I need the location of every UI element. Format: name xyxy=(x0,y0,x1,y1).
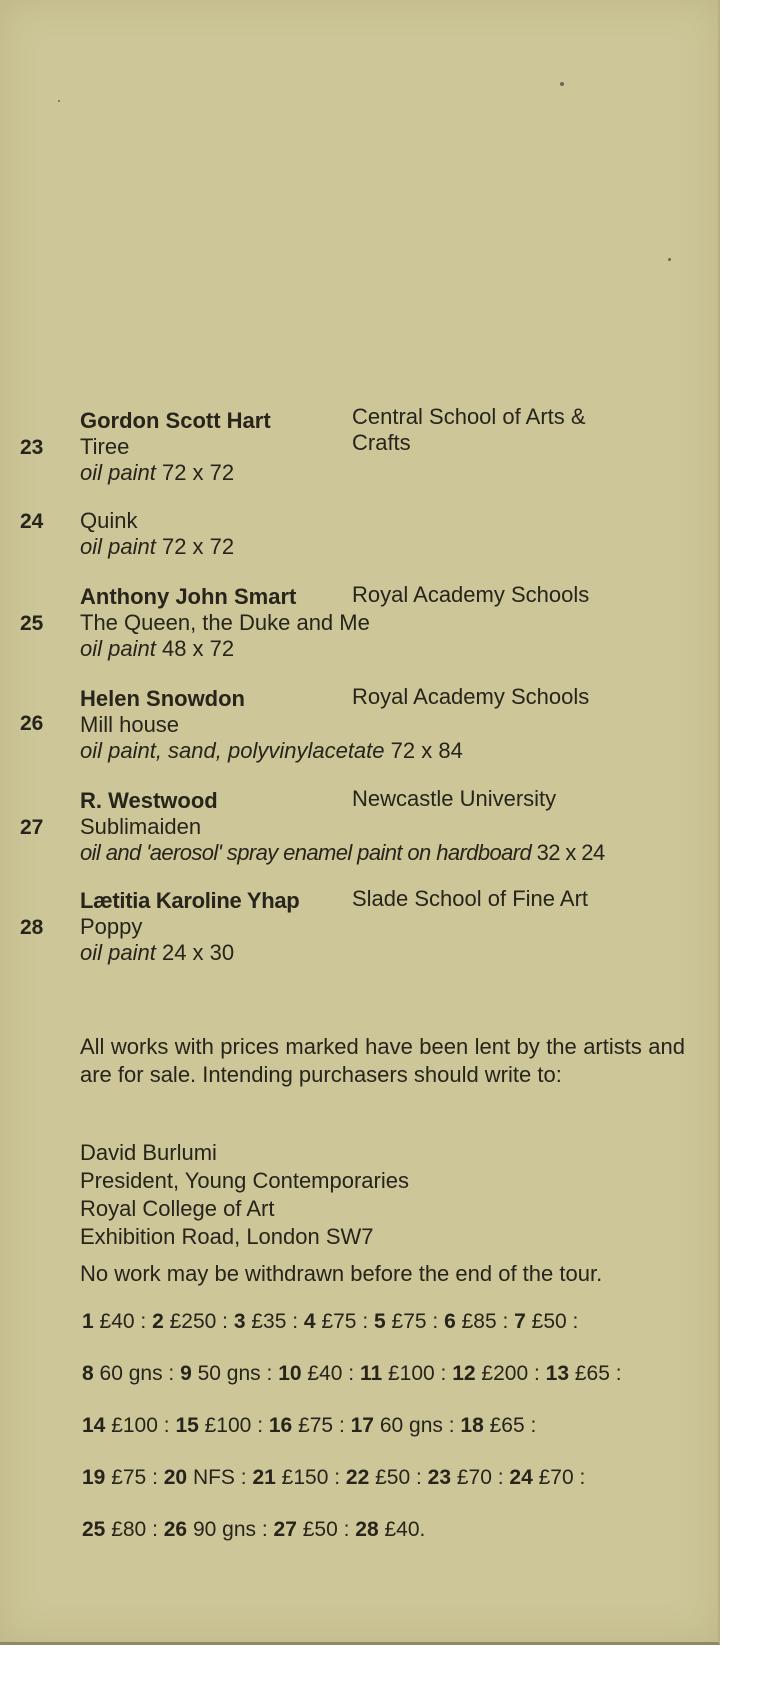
price-separator: : xyxy=(528,1362,546,1385)
art-school: Royal Academy Schools xyxy=(352,582,590,607)
price-item-number: 24 xyxy=(509,1466,533,1489)
entry-number: 28 xyxy=(20,916,44,939)
price-item-number: 12 xyxy=(452,1362,476,1385)
price-item-number: 8 xyxy=(82,1362,94,1385)
price-separator: : xyxy=(491,1466,510,1489)
price-item-number: 22 xyxy=(345,1466,370,1489)
medium-text: oil paint xyxy=(80,460,156,485)
price-item-number: 19 xyxy=(82,1466,106,1489)
work-medium xyxy=(80,738,463,764)
price-separator: : xyxy=(410,1466,428,1489)
price-line xyxy=(82,1310,578,1334)
price-value: £100 xyxy=(105,1414,158,1437)
price-item-number: 18 xyxy=(460,1414,484,1437)
price-value: £40 xyxy=(301,1362,343,1385)
price-separator: : xyxy=(251,1414,269,1437)
price-separator: : xyxy=(157,1414,176,1437)
price-value: £50 xyxy=(369,1466,411,1489)
price-separator: : xyxy=(286,1310,304,1333)
price-item-number: 9 xyxy=(180,1362,192,1385)
price-separator: : xyxy=(333,1414,351,1437)
medium-text: oil paint, sand, polyvinylacetate xyxy=(80,738,385,763)
price-line xyxy=(82,1362,622,1386)
work-title: Tiree xyxy=(80,434,130,459)
price-item-number: 21 xyxy=(252,1466,276,1489)
price-separator: : xyxy=(256,1518,274,1541)
address-line: Royal College of Art xyxy=(80,1196,275,1221)
art-school: Royal Academy Schools xyxy=(352,684,590,709)
work-title: Quink xyxy=(80,508,138,533)
price-value: £70 xyxy=(451,1466,492,1489)
price-value: £85 xyxy=(455,1310,497,1333)
price-value: 50 gns xyxy=(191,1362,261,1385)
price-value: £100 xyxy=(382,1362,435,1385)
work-medium xyxy=(80,636,234,662)
work-size: 48 x 72 xyxy=(161,636,235,661)
price-separator: : xyxy=(234,1466,253,1489)
entry-number: 24 xyxy=(20,510,44,533)
paper-speck xyxy=(560,82,564,86)
medium-text: oil and 'aerosol' spray enamel paint on hardboard xyxy=(80,840,532,865)
work-size: 72 x 72 xyxy=(161,534,235,559)
work-size: 32 x 24 xyxy=(536,840,605,865)
work-size: 72 x 84 xyxy=(390,738,463,763)
price-value: £50 xyxy=(296,1518,338,1541)
price-value: £70 xyxy=(532,1466,574,1489)
price-item-number: 3 xyxy=(233,1310,246,1333)
price-value: £100 xyxy=(198,1414,252,1437)
withdraw-note: No work may be withdrawn before the end of the tour. xyxy=(80,1261,603,1286)
price-value: 90 gns xyxy=(187,1518,256,1541)
medium-text: oil paint xyxy=(80,636,156,661)
price-separator: : xyxy=(162,1362,181,1385)
work-title: Mill house xyxy=(80,712,180,737)
work-size: 72 x 72 xyxy=(161,460,235,485)
entry-number: 25 xyxy=(20,612,44,635)
price-separator: : xyxy=(566,1310,579,1333)
work-medium xyxy=(80,940,234,966)
price-item-number: 23 xyxy=(427,1466,452,1489)
price-item-number: 7 xyxy=(514,1310,526,1333)
price-item-number: 4 xyxy=(303,1310,316,1333)
work-medium xyxy=(80,534,234,560)
medium-text: oil paint xyxy=(80,940,156,965)
address-line: President, Young Contemporaries xyxy=(80,1168,409,1193)
price-item-number: 10 xyxy=(278,1362,302,1385)
price-separator: : xyxy=(134,1310,153,1333)
work-medium xyxy=(80,840,605,866)
price-separator: : xyxy=(426,1310,445,1333)
work-title: Poppy xyxy=(80,914,143,939)
price-separator: : xyxy=(146,1518,164,1541)
paper-speck xyxy=(58,100,60,102)
price-value: £75 xyxy=(385,1310,427,1333)
price-item-number: 11 xyxy=(359,1362,383,1385)
entry-number: 26 xyxy=(20,712,44,735)
address-line: David Burlumi xyxy=(80,1140,217,1165)
price-value: 60 gns xyxy=(93,1362,163,1385)
price-separator: : xyxy=(342,1362,360,1385)
price-separator: : xyxy=(356,1310,374,1333)
price-value: £80 xyxy=(105,1518,147,1541)
price-line xyxy=(82,1466,585,1490)
price-item-number: 17 xyxy=(350,1414,374,1437)
work-medium xyxy=(80,460,234,486)
price-separator: . xyxy=(419,1518,426,1541)
price-separator: : xyxy=(216,1310,234,1333)
price-item-number: 1 xyxy=(82,1310,94,1333)
price-value: £75 xyxy=(105,1466,147,1489)
price-item-number: 26 xyxy=(163,1518,188,1541)
price-value: £50 xyxy=(525,1310,567,1333)
price-item-number: 14 xyxy=(82,1414,106,1437)
artist-name: Helen Snowdon xyxy=(80,686,245,711)
art-school: Central School of Arts & Crafts xyxy=(352,404,586,455)
price-value: £75 xyxy=(315,1310,357,1333)
artist-name: R. Westwood xyxy=(80,788,218,813)
price-item-number: 15 xyxy=(175,1414,199,1437)
paper-speck xyxy=(668,258,671,261)
price-value: £65 xyxy=(483,1414,525,1437)
address-line: Exhibition Road, London SW7 xyxy=(80,1224,374,1249)
price-item-number: 5 xyxy=(374,1310,386,1333)
price-line xyxy=(82,1518,425,1542)
price-value: £65 xyxy=(569,1362,610,1385)
work-title: The Queen, the Duke and Me xyxy=(80,610,370,635)
entry-number: 27 xyxy=(20,816,44,839)
price-item-number: 16 xyxy=(268,1414,293,1437)
art-school: Newcastle University xyxy=(352,786,557,811)
price-value: £40 xyxy=(378,1518,420,1541)
medium-text: oil paint xyxy=(80,534,156,559)
price-value: NFS xyxy=(187,1466,235,1489)
entry-number: 23 xyxy=(20,436,44,459)
art-school: Slade School of Fine Art xyxy=(352,886,589,911)
price-separator: : xyxy=(496,1310,515,1333)
work-title: Sublimaiden xyxy=(80,814,202,839)
price-value: £200 xyxy=(475,1362,529,1385)
price-value: £35 xyxy=(245,1310,287,1333)
price-separator: : xyxy=(573,1466,586,1489)
artist-name: Gordon Scott Hart xyxy=(80,408,271,433)
price-item-number: 28 xyxy=(355,1518,379,1541)
price-separator: : xyxy=(146,1466,164,1489)
price-item-number: 25 xyxy=(82,1518,106,1541)
price-value: £250 xyxy=(163,1310,217,1333)
price-item-number: 20 xyxy=(163,1466,188,1489)
artist-name: Anthony John Smart xyxy=(80,584,297,609)
price-item-number: 2 xyxy=(152,1310,164,1333)
price-separator: : xyxy=(328,1466,346,1489)
artist-name: Lætitia Karoline Yhap xyxy=(80,888,300,913)
price-line xyxy=(82,1414,536,1438)
price-value: £150 xyxy=(275,1466,329,1489)
price-item-number: 27 xyxy=(273,1518,297,1541)
price-separator: : xyxy=(609,1362,622,1385)
price-separator: : xyxy=(524,1414,537,1437)
price-item-number: 13 xyxy=(545,1362,570,1385)
price-separator: : xyxy=(442,1414,461,1437)
price-value: £40 xyxy=(93,1310,135,1333)
work-size: 24 x 30 xyxy=(161,940,235,965)
price-value: 60 gns xyxy=(373,1414,443,1437)
price-separator: : xyxy=(337,1518,356,1541)
price-value: £75 xyxy=(292,1414,334,1437)
price-item-number: 6 xyxy=(444,1310,456,1333)
sale-notice: All works with prices marked have been lent by the artists and are for sale. Intending purchasers should write to: xyxy=(80,1034,685,1087)
contact-address xyxy=(80,1139,409,1251)
price-separator: : xyxy=(434,1362,453,1385)
price-separator: : xyxy=(260,1362,279,1385)
